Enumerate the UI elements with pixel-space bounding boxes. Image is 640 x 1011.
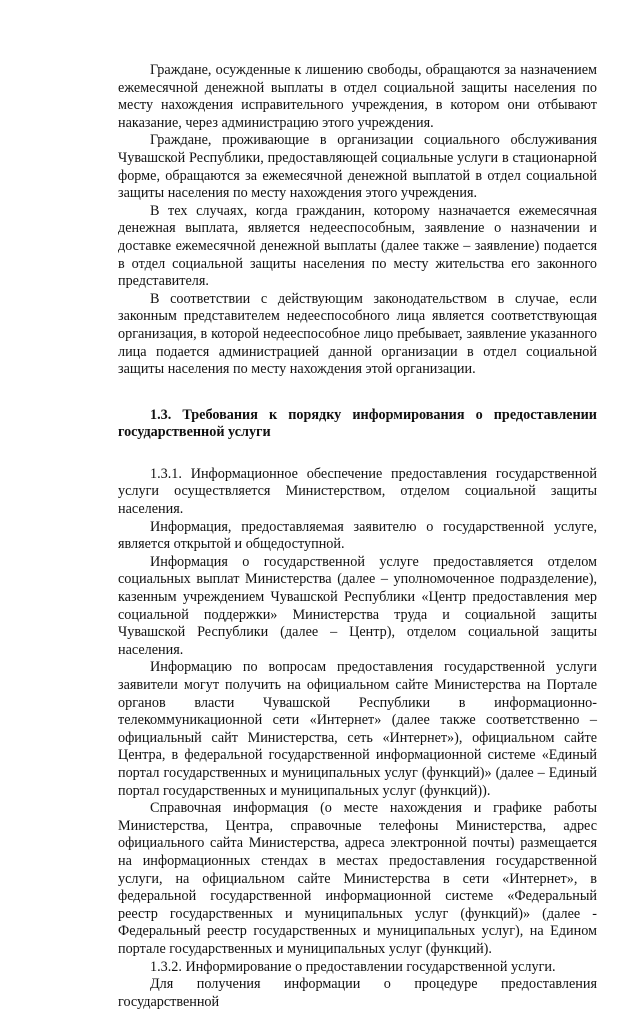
paragraph-info-internet: Информацию по вопросам предоставления государственной услуги заявители могут получить на официальном сайте Министерства на Портале органов власти Чувашской Республики в информационно-телекоммуникационной сети «Интернет» (далее также соответственно – официальный сайт Министерства, сеть «Интернет»), официальном сайте Центра, в федеральной государственной информационной системе «Единый портал государственных и муниципальных услуг (функций)» (далее – Единый портал государственных и муниципальных услуг (функций)). (118, 659, 597, 799)
paragraph-social-institution: Граждане, проживающие в организации социального обслуживания Чувашской Республики, предоставляющей социальные услуги в стационарной форме, обращаются за ежемесячной денежной выплатой в отдел социальной защиты населения по месту нахождения этого учреждения. (118, 132, 597, 202)
section-title: 1.3. Требования к порядку информирования о предоставлении государственной услуги (118, 406, 597, 441)
paragraph-1-3-2: 1.3.2. Информирование о предоставлении государственной услуги. (150, 958, 556, 975)
paragraph-info-open: Информация, предоставляемая заявителю о государственной услуге, является открытой и общедоступной. (118, 518, 597, 553)
paragraph-legal-representative: В соответствии с действующим законодательством в случае, если законным представителем недееспособного лица является соответствующая организация, в которой недееспособное лицо пребывает, заявление указанного лица подается администрацией данной организации в отдел социальной защиты населения по месту нахождения этой организации. (118, 290, 597, 378)
paragraph-info-providers: Информация о государственной услуге предоставляется отделом социальных выплат Министерства (далее – уполномоченное подразделение), казенным учреждением Чувашской Республики «Центр предоставления мер социальной поддержки» Министерства труда и социальной защиты Чувашской Республики (далее – Центр), отделом социальной защиты населения. (118, 553, 597, 658)
paragraph-incapacitated: В тех случаях, когда гражданин, которому назначается ежемесячная денежная выплата, является недееспособным, заявление о назначении и доставке ежемесячной денежной выплаты (далее также – заявление) подается в отдел социальной защиты населения по месту жительства его законного представителя. (118, 202, 597, 290)
paragraph-procedure-info: Для получения информации о процедуре предоставления государственной (118, 976, 597, 1010)
paragraph-reference-info: Справочная информация (о месте нахождения и графике работы Министерства, Центра, справочные телефоны Министерства, адрес официального сайта Министерства, адреса электронной почты) размещается на информационных стендах в местах предоставления государственной услуги, на официальном сайте Министерства в сети «Интернет», в федеральной государственной информационной системе «Федеральный реестр государственных и муниципальных услуг (функций)» (далее - Федеральный реестр государственных и муниципальных услуг), на Едином портале государственных и муниципальных услуг (функций). (118, 800, 597, 957)
paragraph-prisoners: Граждане, осужденные к лишению свободы, обращаются за назначением ежемесячной денежной выплаты в отдел социальной защиты населения по месту нахождения исправительного учреждения, в котором они отбывают наказание, через администрацию этого учреждения. (118, 62, 597, 131)
paragraph-1-3-1: 1.3.1. Информационное обеспечение предоставления государственной услуги осуществляется Министерством, отделом социальной защиты населения. (118, 465, 597, 518)
